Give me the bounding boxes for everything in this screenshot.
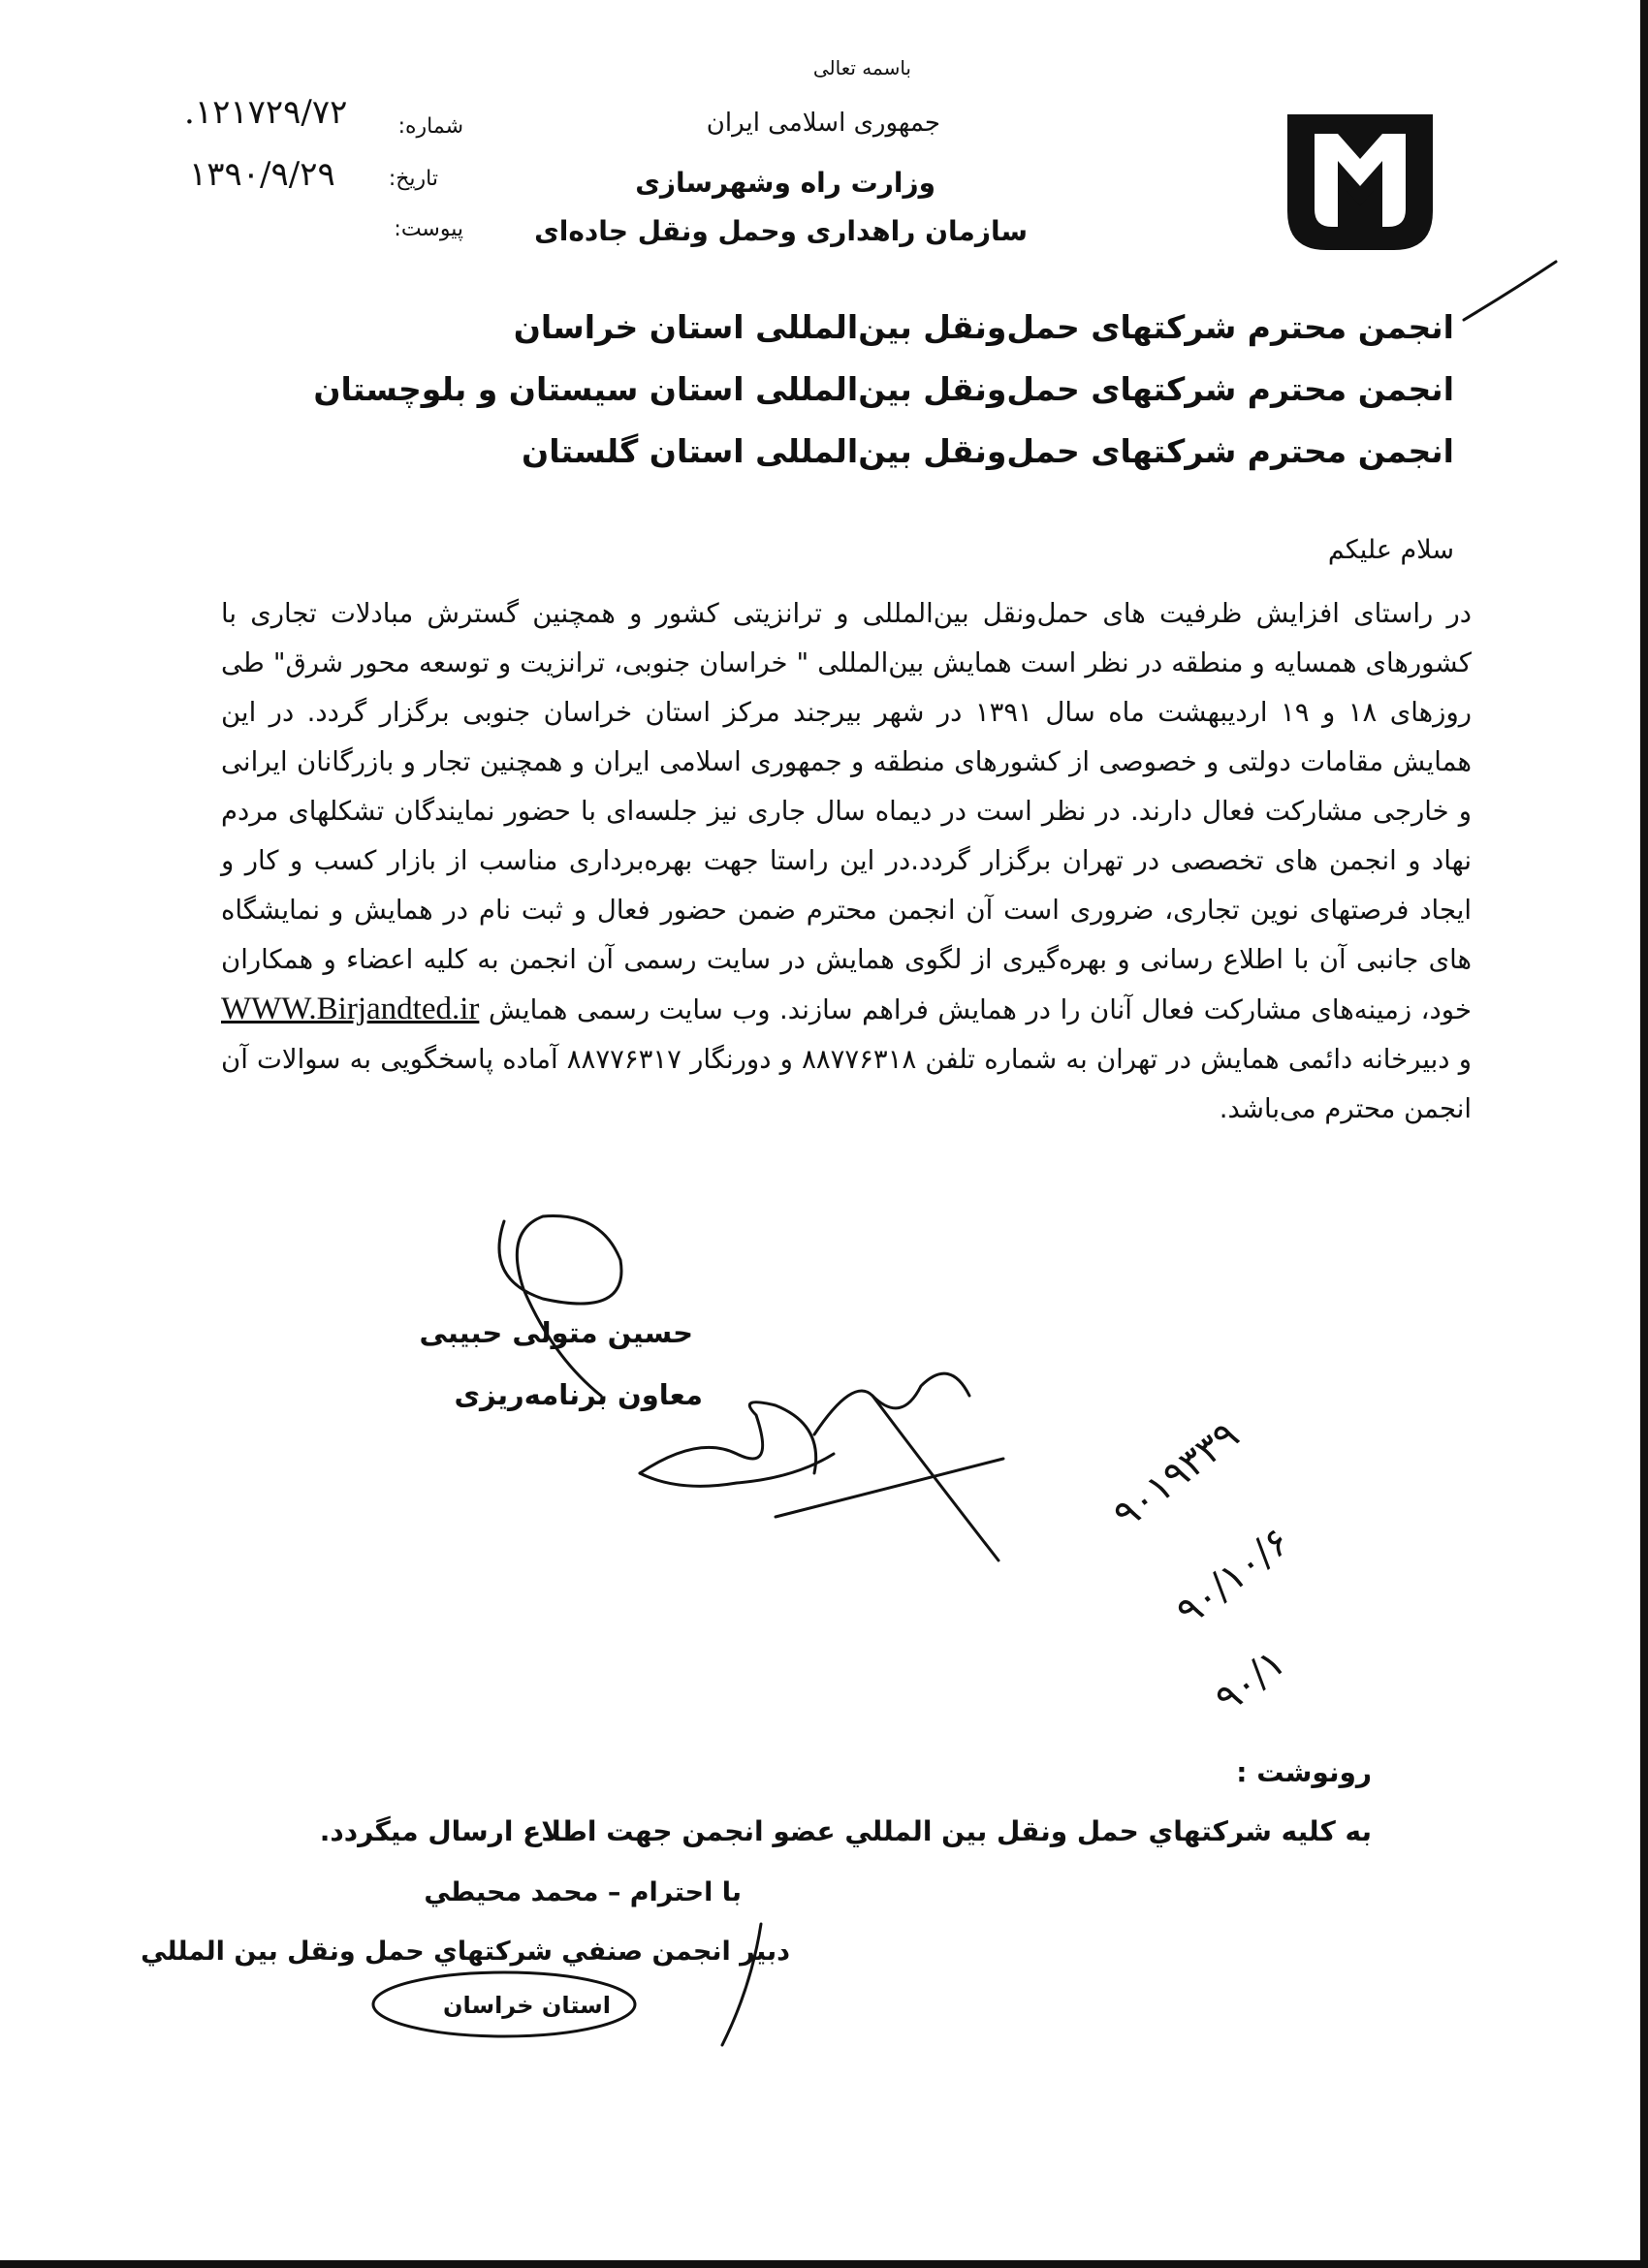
republic-line: جمهوری اسلامی ایران [706,109,940,138]
date-value: ۱۳۹۰/۹/۲۹ [189,155,335,194]
bismillah-line: باسمه تعالی [812,56,911,79]
cc-secretary-line: دبیر انجمن صنفي شرکتهاي حمل ونقل بین المللي [141,1937,790,1967]
scan-edge-bottom [0,2260,1648,2268]
signer-title: معاون برنامه‌ریزی [454,1378,703,1411]
number-label: شماره: [397,114,463,139]
cc-province-line: استان خراسان [442,1992,611,2019]
receipt-number: ۹۰۱۹۳۳۹ [1105,1412,1248,1538]
receipt-date: ۹۰/۱۰/۶ [1168,1519,1299,1635]
number-value: ۱۲۱۷۲۹/۷۲. [184,93,348,132]
signer-name: حسین متولی حبیبی [419,1316,693,1349]
scan-edge-right [1601,0,1648,2268]
body-text-part2: و دبیرخانه دائمی همایش در تهران به شماره تلفن ۸۸۷۷۶۳۱۸ و دورنگار ۸۸۷۷۶۳۱۷ آماده پاسخگویی به سوالات آن انجمن محترم می‌باشد. [221,1044,1472,1124]
receipt-ref: ۹۰/۱ [1207,1640,1294,1722]
attachment-label: پیوست: [394,217,463,241]
addressee-2: انجمن محترم شرکتهای حمل‌ونقل بین‌المللی استان سیستان و بلوچستان [313,370,1454,408]
addressee-3: انجمن محترم شرکتهای حمل‌ونقل بین‌المللی استان گلستان [522,432,1454,470]
body-text-part1: در راستای افزایش ظرفیت های حمل‌ونقل بین‌المللی و ترانزیتی کشور و همچنین گسترش مبادلات تجاری با کشورهای همسایه و منطقه در نظر است همایش بین‌المللی " خراسان جنوبی، ترانزیت و توسعه محور شرق" طی روزهای ۱۸ و ۱۹ اردیبهشت ماه سال ۱۳۹۱ در شهر بیرجند مرکز استان خراسان جنوبی برگزار گردد. در این همایش مقامات دولتی و خصوصی از کشورهای منطقه و جمهوری اسلامی ایران و همچنین تجار و بازرگانان ایرانی و خارجی مشارکت فعال دارند. در نظر است در دیماه سال جاری نیز جلسه‌ای با حضور نمایندگان تشکلهای مردم نهاد و انجمن های تخصصی در تهران برگزار گردد.در این راستا جهت بهره‌برداری مناسب از بازار کسب و کار و ایجاد فرصتهای نوین تجاری، ضروری است آن انجمن محترم ضمن حضور فعال و ثبت نام در همایش و نمایشگاه های جانبی آن با اطلاع رسانی و بهره‌گیری از لگوی همایش در سایت رسمی آن انجمن به کلیه اعضاء و همکاران خود، زمینه‌های مشارکت فعال آنان را در همایش فراهم سازند. وب سایت رسمی همایش [221,598,1473,1025]
cc-text: به کلیه شرکتهاي حمل ونقل بین المللي عضو انجمن جهت اطلاع ارسال میگردد. [319,1815,1372,1847]
ministry-line: وزارت راه وشهرسازی [635,167,935,199]
organization-line: سازمان راهداری وحمل ونقل جاده‌ای [534,215,1028,247]
date-label: تاریخ: [388,167,438,191]
website-link[interactable]: WWW.Birjandted.ir [221,992,480,1026]
greeting: سلام علیکم [1327,535,1454,565]
addressee-1: انجمن محترم شرکتهای حمل‌ونقل بین‌المللی استان خراسان [513,308,1454,346]
cc-title: رونوشت : [1236,1756,1372,1788]
cc-respect-line: با احترام – محمد محیطي [424,1877,742,1907]
